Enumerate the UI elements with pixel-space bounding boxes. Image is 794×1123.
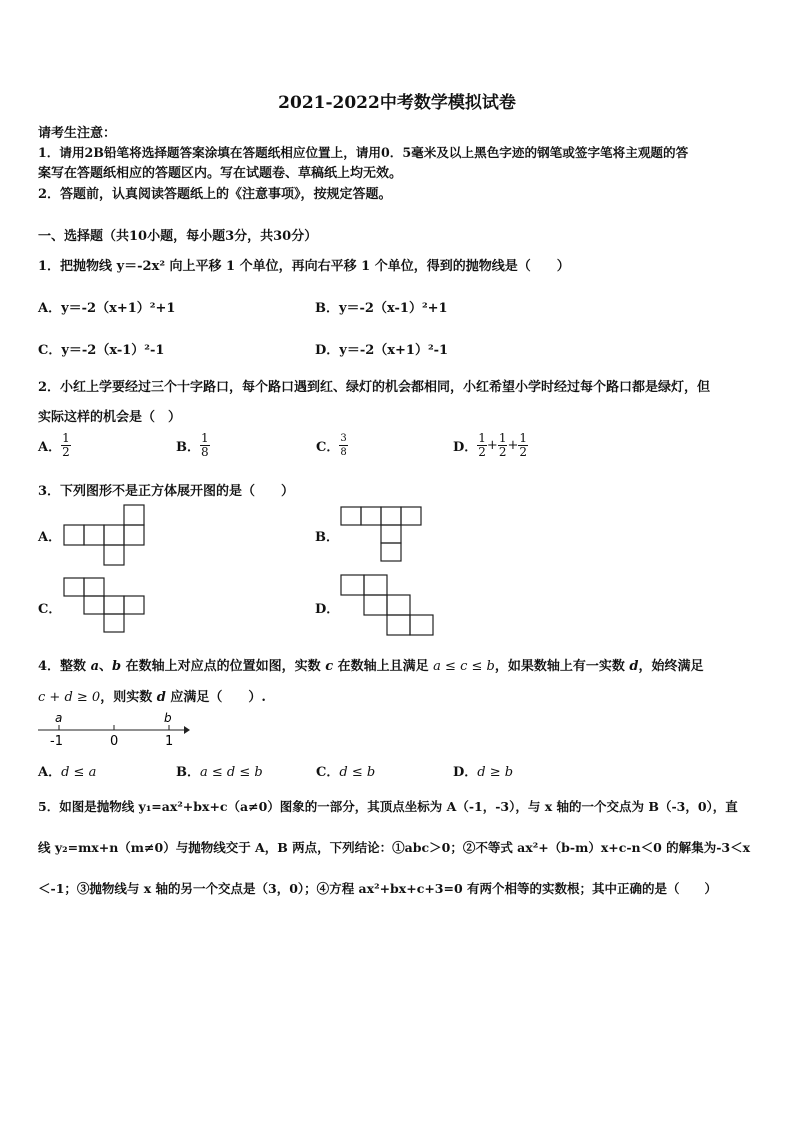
number-line-tick-1: 1	[165, 734, 174, 749]
q2-option-b-label: B．	[176, 440, 200, 455]
q3-stem: 3．下列图形不是正方体展开图的是（ ）	[38, 484, 295, 499]
q2-option-d-fraction-2: $\frac{1}{2}$	[498, 431, 507, 459]
notice-heading: 请考生注意：	[38, 126, 117, 141]
q4-stem-2: c + d ≥ 0，则实数 d 应满足（ ）.	[38, 690, 266, 705]
q3-option-d-label: D．	[315, 602, 340, 617]
q2-option-b	[176, 432, 210, 459]
q2-stem-2: 实际这样的机会是（ ）	[38, 410, 182, 425]
q5-line-2: 线 y₂=mx+n（m≠0）与抛物线交于 A，B 两点，下列结论：①abc＞0；②不等式 ax²+（b-m）x+c-n＜0 的解集为-3＜x	[38, 840, 751, 855]
number-line-label-b: b	[164, 711, 172, 725]
number-line-tick-minus-1: -1	[50, 734, 63, 749]
q4-stem-1: 4．整数 a、b 在数轴上对应点的位置如图，实数 c 在数轴上且满足 a ≤ c ≤ b，如果数轴上有一实数 d，始终满足	[38, 659, 704, 674]
notice-line-2: 2．答题前，认真阅读答题纸上的《注意事项》，按规定答题。	[38, 187, 392, 202]
q3-net-d	[339, 573, 435, 639]
q5-line-3: ＜-1；③抛物线与 x 轴的另一个交点是（3，0）；④方程 ax²+bx+c+3=0 有两个相等的实数根；其中正确的是（ ）	[38, 881, 718, 896]
q3-option-c-label: C．	[38, 602, 62, 617]
q1-option-b: B．y＝-2（x-1）²+1	[315, 301, 448, 316]
q2-option-d-label: D．	[453, 440, 478, 455]
q3-option-a-label: A．	[38, 530, 62, 545]
q3-net-a	[62, 504, 150, 568]
q1-stem: 1．把抛物线 y＝-2x² 向上平移 1 个单位，再向右平移 1 个单位，得到的抛物线是（ ）	[38, 259, 570, 274]
q4-option-d: D．d ≥ b	[453, 765, 514, 780]
arrow-right-icon	[184, 726, 190, 734]
q4-option-a: A．d ≤ a	[38, 765, 97, 780]
notice-line-1a: 1．请用2B铅笔将选择题答案涂填在答题纸相应位置上，请用0．5毫米及以上黑色字迹的钢笔或签字笔将主观题的答	[38, 145, 689, 160]
q1-option-d: D．y＝-2（x+1）²-1	[315, 343, 449, 358]
page-title: 2021-2022中考数学模拟试卷	[278, 93, 516, 113]
q5-line-1: 5．如图是抛物线 y₁=ax²+bx+c（a≠0）图象的一部分，其顶点坐标为 A（-1，-3），与 x 轴的一个交点为 B（-3，0），直	[38, 799, 738, 814]
q2-stem-1: 2．小红上学要经过三个十字路口，每个路口遇到红、绿灯的机会都相同，小红希望小学时经过每个路口都是绿灯，但	[38, 380, 711, 395]
q2-option-b-fraction: $\frac{1}{8}$	[201, 431, 209, 459]
q2-option-d	[453, 432, 528, 459]
q2-option-c	[316, 432, 348, 459]
q2-option-a-fraction: $\frac{1}{2}$	[62, 431, 70, 459]
number-line	[34, 708, 194, 750]
q3-net-c	[62, 577, 146, 635]
section-heading: 一、选择题（共10小题，每小题3分，共30分）	[38, 229, 318, 244]
q4-option-b: B．a ≤ d ≤ b	[176, 765, 263, 780]
q1-option-c: C．y＝-2（x-1）²-1	[38, 343, 165, 358]
q3-net-b	[339, 506, 423, 564]
notice-line-1b: 案写在答题纸相应的答题区内。写在试题卷、草稿纸上均无效。	[38, 166, 403, 181]
q4-option-c: C．d ≤ b	[316, 765, 376, 780]
q1-option-a: A．y＝-2（x+1）²+1	[38, 301, 176, 316]
number-line-tick-0: 0	[110, 734, 119, 749]
number-line-label-a: a	[55, 711, 63, 725]
q2-option-a	[38, 432, 71, 459]
q2-option-c-fraction: $\frac{3}{8}$	[340, 433, 347, 458]
q2-option-a-label: A．	[38, 440, 62, 455]
q2-option-d-fraction-1: $\frac{1}{2}$	[478, 431, 486, 459]
plus-sign: +	[486, 438, 498, 453]
plus-sign: +	[507, 438, 519, 453]
q2-option-c-label: C．	[316, 440, 340, 455]
q3-option-b-label: B．	[315, 530, 339, 545]
q2-option-d-fraction-3: $\frac{1}{2}$	[519, 431, 528, 459]
